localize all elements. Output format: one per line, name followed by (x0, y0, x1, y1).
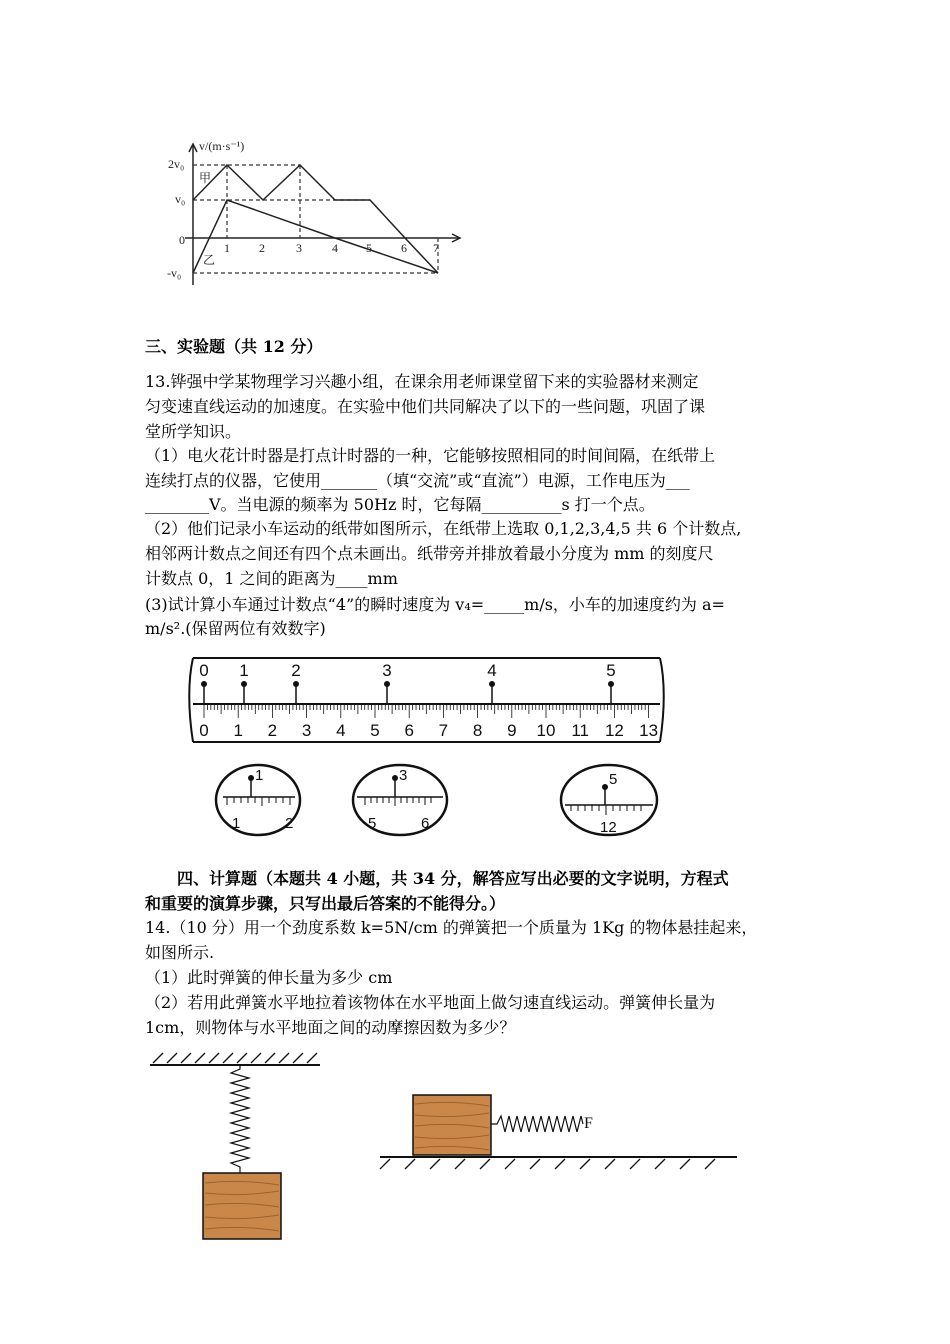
q13-line: （1）电火花计时器是打点计时器的一种，它能够按照相同的时间间隔，在纸带上 (145, 446, 716, 465)
x-tick-3: 3 (296, 241, 302, 255)
q14-line: （2）若用此弹簧水平地拉着该物体在水平地面上做匀速直线运动。弹簧伸长量为 (145, 993, 716, 1012)
zoom-ellipse-3 (353, 765, 447, 835)
series-label-jia: 甲 (199, 171, 212, 185)
ruler-number: 2 (267, 721, 278, 740)
tape-point-label: 3 (382, 661, 392, 680)
velocity-time-graph (165, 140, 465, 295)
section4-heading-line2: 和重要的演算步骤，只写出最后答案的不能得分。） (145, 894, 506, 913)
series-label-yi: 乙 (203, 253, 216, 267)
ruler-number: 5 (370, 721, 380, 740)
q13-line: 相邻两计数点之间还有四个点未画出。纸带旁并排放着最小分度为 mm 的刻度尺 (145, 544, 714, 563)
ruler-number: 4 (336, 721, 346, 740)
q13-line: 13.铧强中学某物理学习兴趣小组，在课余用老师课堂留下来的实验器材来测定 (145, 372, 699, 391)
zoom5-point-label: 5 (609, 771, 618, 788)
q13-line: 计数点 0，1 之间的距离为____mm (145, 569, 398, 588)
tape-point (487, 661, 496, 704)
ruler-numbers (199, 721, 658, 740)
tape-point-label: 4 (487, 661, 497, 680)
tape-point (199, 661, 208, 704)
zoom1-point-label: 1 (255, 767, 264, 784)
ruler-number: 11 (571, 721, 590, 740)
hanging-spring-figure (145, 1045, 325, 1245)
q13-line: 连续打点的仪器，它使用_______（填“交流”或“直流”）电源，工作电压为___ (145, 471, 690, 490)
zoom1-right-label: 2 (285, 815, 294, 832)
vertical-spring (231, 1065, 249, 1173)
series-jia-line (193, 165, 438, 273)
y-tick-neg-v0: -v₀ (167, 266, 182, 280)
y-axis-label: v/(m·s⁻¹) (199, 140, 245, 153)
tape-point-label: 0 (199, 661, 209, 680)
horizontal-spring (491, 1116, 583, 1132)
series-yi-line (193, 200, 438, 273)
tape-points (199, 661, 615, 704)
y-tick-v0: v₀ (175, 192, 186, 206)
ruler-number: 8 (472, 721, 483, 740)
q13-line: 堂所学知识。 (145, 422, 242, 441)
section3-heading: 三、实验题（共 12 分） (145, 337, 323, 356)
tape-point (382, 661, 391, 704)
q13-line: (3)试计算小车通过计数点“4”的瞬时速度为 v₄=_____m/s，小车的加速度约为 a= (145, 595, 725, 614)
section4-heading-line1: 四、计算题（本题共 4 小题，共 34 分，解答应写出必要的文字说明，方程式 (177, 869, 729, 888)
ruler-number: 9 (507, 721, 517, 740)
tape-point-label: 2 (291, 661, 301, 680)
ruler-number: 6 (404, 721, 414, 740)
q14-line: （1）此时弹簧的伸长量为多少 cm (145, 968, 393, 987)
zoom-ellipse-5 (561, 765, 657, 836)
q14-line: 14.（10 分）用一个劲度系数 k=5N/cm 的弹簧把一个质量为 1Kg 的物体悬挂起来， (145, 918, 758, 937)
tape-point-label: 5 (606, 661, 616, 680)
y-tick-2v0: 2v₀ (168, 157, 185, 171)
horizontal-spring-figure (375, 1088, 745, 1183)
x-tick-5: 5 (366, 241, 372, 255)
q14-line: 1cm，则物体与水平地面之间的动摩擦因数为多少？ (145, 1018, 516, 1037)
x-tick-1: 1 (224, 241, 230, 255)
zoom-ellipse-1 (216, 765, 300, 835)
ruler-number: 12 (604, 721, 624, 740)
zoom5-center-label: 12 (600, 819, 617, 836)
ruler-ticks (204, 704, 649, 718)
x-tick-2: 2 (259, 241, 265, 255)
tape-ruler-figure (185, 650, 675, 850)
y-tick-0: 0 (179, 233, 185, 247)
x-tick-7: 7 (433, 241, 439, 255)
ruler-number: 1 (233, 721, 243, 740)
tape-point (606, 661, 615, 704)
ruler-number: 10 (536, 721, 556, 740)
q13-line: （2）他们记录小车运动的纸带如图所示，在纸带上选取 0,1,2,3,4,5 共 6 个计数点, (145, 519, 742, 538)
ruler-number: 13 (639, 721, 659, 740)
q14-line: 如图所示. (145, 943, 215, 962)
zoom3-left-label: 5 (368, 815, 377, 832)
ruler-number: 0 (199, 721, 209, 740)
x-tick-6: 6 (401, 241, 407, 255)
ruler-number: 7 (438, 721, 449, 740)
zoom3-right-label: 6 (421, 815, 430, 832)
tape-point (291, 661, 300, 704)
q13-line: ________V。当电源的频率为 50Hz 时，它每隔__________s 打一个点。 (145, 495, 655, 514)
q13-line: 匀变速直线运动的加速度。在实验中他们共同解决了以下的一些问题，巩固了课 (145, 397, 706, 416)
zoom1-left-label: 1 (232, 815, 241, 832)
q13-line: m/s².(保留两位有效数字) (145, 619, 326, 638)
force-label: F (584, 1115, 593, 1132)
x-tick-4: 4 (332, 241, 338, 255)
ruler-number: 3 (301, 721, 312, 740)
zoom3-point-label: 3 (399, 767, 408, 784)
tape-point (239, 661, 248, 704)
tape-point-label: 1 (239, 661, 249, 680)
